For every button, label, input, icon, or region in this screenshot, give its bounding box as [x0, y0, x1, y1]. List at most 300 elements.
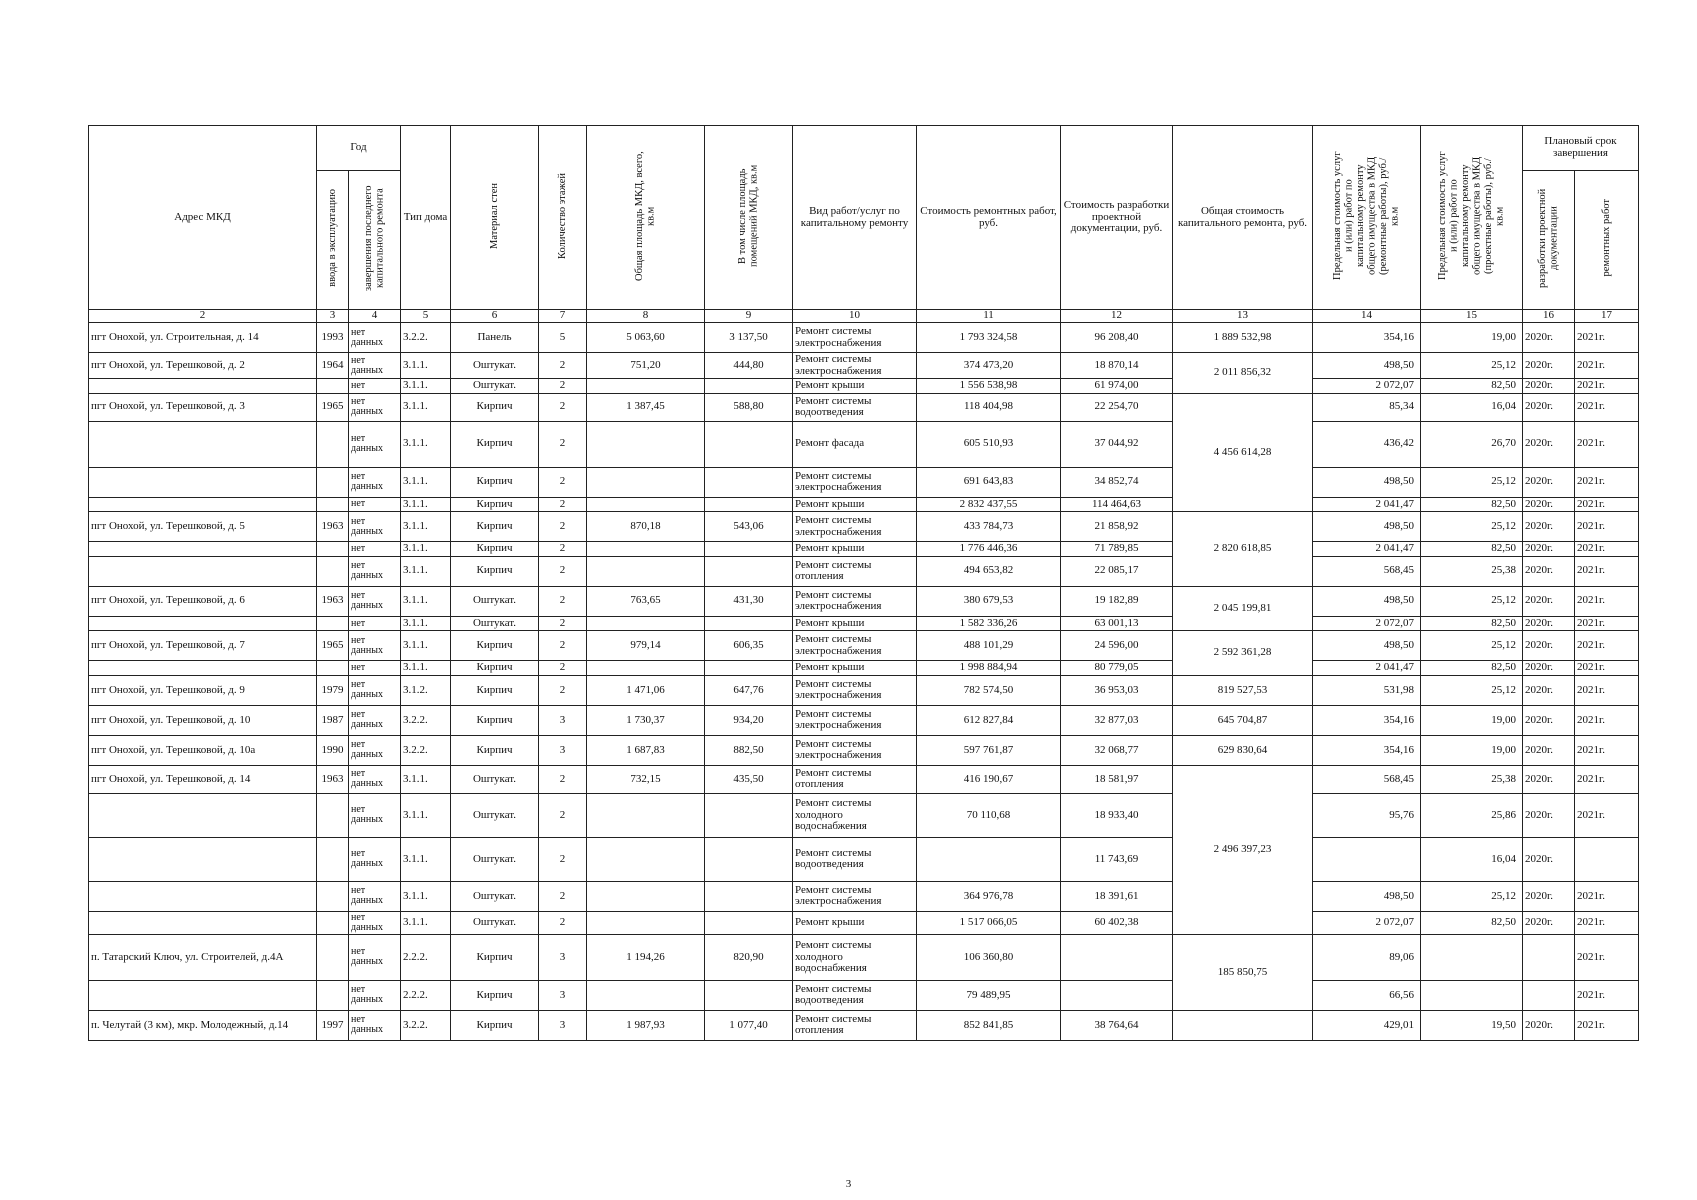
- address-cell: [89, 911, 317, 934]
- repair-cost-cell: 612 827,84: [917, 705, 1061, 735]
- design-cost-cell: 18 581,97: [1061, 765, 1173, 793]
- header-year-commission: ввода в эксплуатацию: [317, 171, 349, 310]
- repair-cost-cell: 1 517 066,05: [917, 911, 1061, 934]
- house-type-cell: 3.1.1.: [401, 556, 451, 586]
- term-design-cell: 2020г.: [1523, 911, 1575, 934]
- limit-design-cell: 25,12: [1421, 512, 1523, 542]
- design-cost-cell: 38 764,64: [1061, 1010, 1173, 1040]
- year-commission-cell: 1965: [317, 631, 349, 661]
- house-type-cell: 3.1.1.: [401, 467, 451, 497]
- work-type-cell: Ремонт системы холодного водоснабжения: [793, 934, 917, 980]
- table-row: [89, 837, 1639, 881]
- premises-area-cell: 3 137,50: [705, 323, 793, 353]
- limit-repair-cell: 498,50: [1313, 467, 1421, 497]
- limit-design-cell: [1421, 934, 1523, 980]
- limit-design-cell: 82,50: [1421, 497, 1523, 512]
- wall-material-cell: Кирпич: [451, 705, 539, 735]
- year-commission-cell: [317, 837, 349, 881]
- term-repair-cell: 2021г.: [1575, 675, 1639, 705]
- table-row: [89, 379, 1639, 394]
- design-cost-cell: 60 402,38: [1061, 911, 1173, 934]
- total-area-cell: 763,65: [587, 586, 705, 616]
- design-cost-cell: 36 953,03: [1061, 675, 1173, 705]
- term-repair-cell: 2021г.: [1575, 467, 1639, 497]
- total-area-cell: [587, 881, 705, 911]
- total-area-cell: 751,20: [587, 353, 705, 379]
- address-cell: пгт Онохой, ул. Терешковой, д. 5: [89, 512, 317, 542]
- total-area-cell: [587, 793, 705, 837]
- repair-cost-cell: 1 998 884,94: [917, 661, 1061, 676]
- year-commission-cell: [317, 934, 349, 980]
- repair-cost-cell: 852 841,85: [917, 1010, 1061, 1040]
- term-design-cell: 2020г.: [1523, 497, 1575, 512]
- year-commission-cell: 1965: [317, 393, 349, 421]
- wall-material-cell: Кирпич: [451, 675, 539, 705]
- limit-repair-cell: 498,50: [1313, 512, 1421, 542]
- design-cost-cell: 37 044,92: [1061, 421, 1173, 467]
- design-cost-cell: 71 789,85: [1061, 542, 1173, 557]
- term-design-cell: 2020г.: [1523, 881, 1575, 911]
- floors-cell: 5: [539, 323, 587, 353]
- limit-repair-cell: 354,16: [1313, 735, 1421, 765]
- address-cell: [89, 467, 317, 497]
- table-row: [89, 353, 1639, 379]
- year-last-repair-cell: нет данных: [349, 512, 401, 542]
- limit-repair-cell: 2 041,47: [1313, 497, 1421, 512]
- year-commission-cell: [317, 911, 349, 934]
- total-area-cell: 870,18: [587, 512, 705, 542]
- column-number: 8: [587, 310, 705, 323]
- term-repair-cell: 2021г.: [1575, 765, 1639, 793]
- design-cost-cell: 19 182,89: [1061, 586, 1173, 616]
- house-type-cell: 3.1.1.: [401, 616, 451, 631]
- total-area-cell: [587, 911, 705, 934]
- premises-area-cell: [705, 497, 793, 512]
- limit-design-cell: 26,70: [1421, 421, 1523, 467]
- term-design-cell: [1523, 934, 1575, 980]
- wall-material-cell: Кирпич: [451, 934, 539, 980]
- term-design-cell: 2020г.: [1523, 793, 1575, 837]
- year-last-repair-cell: нет данных: [349, 705, 401, 735]
- term-design-cell: 2020г.: [1523, 512, 1575, 542]
- total-cost-cell: 819 527,53: [1173, 675, 1313, 705]
- year-commission-cell: [317, 542, 349, 557]
- term-design-cell: 2020г.: [1523, 661, 1575, 676]
- column-number: 4: [349, 310, 401, 323]
- limit-repair-cell: 429,01: [1313, 1010, 1421, 1040]
- house-type-cell: 3.1.1.: [401, 393, 451, 421]
- limit-repair-cell: 568,45: [1313, 765, 1421, 793]
- total-area-cell: 732,15: [587, 765, 705, 793]
- year-commission-cell: [317, 421, 349, 467]
- header-wall-material: Материал стен: [451, 126, 539, 310]
- limit-repair-cell: 2 072,07: [1313, 379, 1421, 394]
- repair-cost-cell: 2 832 437,55: [917, 497, 1061, 512]
- work-type-cell: Ремонт системы отопления: [793, 765, 917, 793]
- header-term-repair: ремонтных работ: [1575, 171, 1639, 310]
- premises-area-cell: 431,30: [705, 586, 793, 616]
- work-type-cell: Ремонт системы электроснабжения: [793, 467, 917, 497]
- term-design-cell: 2020г.: [1523, 586, 1575, 616]
- column-number: 13: [1173, 310, 1313, 323]
- year-last-repair-cell: нет: [349, 661, 401, 676]
- year-commission-cell: [317, 467, 349, 497]
- column-number: 9: [705, 310, 793, 323]
- term-design-cell: 2020г.: [1523, 542, 1575, 557]
- header-limit-design: Предельная стоимость услуг и (или) работ по капитальному ремонту общего имущества в МКД (проектные работы), руб./кв.м: [1421, 126, 1523, 310]
- term-repair-cell: 2021г.: [1575, 616, 1639, 631]
- design-cost-cell: 18 391,61: [1061, 881, 1173, 911]
- house-type-cell: 3.2.2.: [401, 705, 451, 735]
- limit-design-cell: 82,50: [1421, 616, 1523, 631]
- term-design-cell: 2020г.: [1523, 631, 1575, 661]
- year-last-repair-cell: нет данных: [349, 1010, 401, 1040]
- floors-cell: 3: [539, 980, 587, 1010]
- column-number: 16: [1523, 310, 1575, 323]
- header-address: Адрес МКД: [89, 126, 317, 310]
- total-area-cell: [587, 467, 705, 497]
- address-cell: пгт Онохой, ул. Терешковой, д. 9: [89, 675, 317, 705]
- work-type-cell: Ремонт системы электроснабжения: [793, 586, 917, 616]
- premises-area-cell: 934,20: [705, 705, 793, 735]
- term-design-cell: 2020г.: [1523, 353, 1575, 379]
- wall-material-cell: Кирпич: [451, 393, 539, 421]
- design-cost-cell: 11 743,69: [1061, 837, 1173, 881]
- limit-design-cell: 82,50: [1421, 911, 1523, 934]
- limit-repair-cell: 95,76: [1313, 793, 1421, 837]
- work-type-cell: Ремонт системы отопления: [793, 556, 917, 586]
- term-design-cell: 2020г.: [1523, 735, 1575, 765]
- term-repair-cell: 2021г.: [1575, 556, 1639, 586]
- limit-design-cell: 19,00: [1421, 323, 1523, 353]
- floors-cell: 3: [539, 934, 587, 980]
- term-design-cell: 2020г.: [1523, 467, 1575, 497]
- premises-area-cell: [705, 837, 793, 881]
- header-design-cost: Стоимость разработки проектной документации, руб.: [1061, 126, 1173, 310]
- column-number: 15: [1421, 310, 1523, 323]
- wall-material-cell: Оштукат.: [451, 837, 539, 881]
- column-number-row: [89, 310, 1639, 323]
- address-cell: [89, 980, 317, 1010]
- house-type-cell: 3.1.1.: [401, 512, 451, 542]
- table-row: [89, 421, 1639, 467]
- term-design-cell: 2020г.: [1523, 323, 1575, 353]
- floors-cell: 2: [539, 467, 587, 497]
- work-type-cell: Ремонт крыши: [793, 542, 917, 557]
- house-type-cell: 3.1.1.: [401, 379, 451, 394]
- premises-area-cell: 820,90: [705, 934, 793, 980]
- floors-cell: 2: [539, 421, 587, 467]
- limit-design-cell: 19,00: [1421, 705, 1523, 735]
- total-area-cell: [587, 497, 705, 512]
- address-cell: [89, 616, 317, 631]
- column-number: 5: [401, 310, 451, 323]
- floors-cell: 2: [539, 497, 587, 512]
- term-repair-cell: 2021г.: [1575, 1010, 1639, 1040]
- total-area-cell: 5 063,60: [587, 323, 705, 353]
- year-last-repair-cell: нет данных: [349, 421, 401, 467]
- year-last-repair-cell: нет: [349, 542, 401, 557]
- header-planned-term: Плановый срок завершения: [1523, 126, 1639, 171]
- premises-area-cell: 588,80: [705, 393, 793, 421]
- table-row: [89, 735, 1639, 765]
- year-last-repair-cell: нет: [349, 379, 401, 394]
- total-cost-cell: [1173, 1010, 1313, 1040]
- term-repair-cell: [1575, 837, 1639, 881]
- premises-area-cell: [705, 467, 793, 497]
- year-last-repair-cell: нет данных: [349, 911, 401, 934]
- design-cost-cell: [1061, 934, 1173, 980]
- floors-cell: 2: [539, 631, 587, 661]
- design-cost-cell: 22 254,70: [1061, 393, 1173, 421]
- wall-material-cell: Оштукат.: [451, 911, 539, 934]
- design-cost-cell: 32 068,77: [1061, 735, 1173, 765]
- wall-material-cell: Кирпич: [451, 556, 539, 586]
- header-year: Год: [317, 126, 401, 171]
- design-cost-cell: 18 870,14: [1061, 353, 1173, 379]
- house-type-cell: 3.2.2.: [401, 735, 451, 765]
- term-repair-cell: 2021г.: [1575, 421, 1639, 467]
- address-cell: [89, 421, 317, 467]
- total-area-cell: 1 687,83: [587, 735, 705, 765]
- premises-area-cell: 435,50: [705, 765, 793, 793]
- year-commission-cell: [317, 881, 349, 911]
- work-type-cell: Ремонт системы электроснабжения: [793, 353, 917, 379]
- year-last-repair-cell: нет: [349, 616, 401, 631]
- document-sheet: [88, 125, 1639, 1041]
- premises-area-cell: [705, 379, 793, 394]
- header-total-cost: Общая стоимость капитального ремонта, руб.: [1173, 126, 1313, 310]
- year-commission-cell: [317, 379, 349, 394]
- total-area-cell: [587, 661, 705, 676]
- work-type-cell: Ремонт системы электроснабжения: [793, 512, 917, 542]
- premises-area-cell: 1 077,40: [705, 1010, 793, 1040]
- wall-material-cell: Кирпич: [451, 512, 539, 542]
- premises-area-cell: 444,80: [705, 353, 793, 379]
- floors-cell: 2: [539, 675, 587, 705]
- address-cell: пгт Онохой, ул. Терешковой, д. 7: [89, 631, 317, 661]
- total-cost-cell: 2 011 856,32: [1173, 353, 1313, 394]
- table-row: [89, 911, 1639, 934]
- address-cell: пгт Онохой, ул. Терешковой, д. 10а: [89, 735, 317, 765]
- limit-design-cell: 25,12: [1421, 467, 1523, 497]
- limit-repair-cell: 436,42: [1313, 421, 1421, 467]
- column-number: 17: [1575, 310, 1639, 323]
- year-last-repair-cell: нет данных: [349, 586, 401, 616]
- year-commission-cell: 1963: [317, 765, 349, 793]
- design-cost-cell: 24 596,00: [1061, 631, 1173, 661]
- total-area-cell: 1 987,93: [587, 1010, 705, 1040]
- year-last-repair-cell: нет данных: [349, 793, 401, 837]
- address-cell: пгт Онохой, ул. Терешковой, д. 6: [89, 586, 317, 616]
- year-last-repair-cell: нет данных: [349, 980, 401, 1010]
- table-body: [89, 323, 1639, 1041]
- wall-material-cell: Кирпич: [451, 467, 539, 497]
- repair-cost-cell: 433 784,73: [917, 512, 1061, 542]
- work-type-cell: Ремонт системы холодного водоснабжения: [793, 793, 917, 837]
- total-cost-cell: 2 496 397,23: [1173, 765, 1313, 934]
- term-design-cell: 2020г.: [1523, 1010, 1575, 1040]
- term-repair-cell: 2021г.: [1575, 793, 1639, 837]
- wall-material-cell: Кирпич: [451, 542, 539, 557]
- column-number: 7: [539, 310, 587, 323]
- year-commission-cell: 1997: [317, 1010, 349, 1040]
- term-design-cell: 2020г.: [1523, 765, 1575, 793]
- work-type-cell: Ремонт фасада: [793, 421, 917, 467]
- table-row: [89, 556, 1639, 586]
- house-type-cell: 3.1.1.: [401, 421, 451, 467]
- term-design-cell: 2020г.: [1523, 393, 1575, 421]
- total-area-cell: [587, 837, 705, 881]
- term-design-cell: 2020г.: [1523, 421, 1575, 467]
- total-area-cell: [587, 980, 705, 1010]
- year-last-repair-cell: нет данных: [349, 631, 401, 661]
- total-cost-cell: 2 592 361,28: [1173, 631, 1313, 676]
- house-type-cell: 3.1.1.: [401, 542, 451, 557]
- limit-repair-cell: 2 041,47: [1313, 542, 1421, 557]
- design-cost-cell: 32 877,03: [1061, 705, 1173, 735]
- address-cell: [89, 556, 317, 586]
- wall-material-cell: Кирпич: [451, 661, 539, 676]
- header-premises-area: В том числе площадь помещений МКД, кв.м: [705, 126, 793, 310]
- page-number: 3: [845, 1178, 852, 1190]
- column-number: 12: [1061, 310, 1173, 323]
- year-last-repair-cell: нет данных: [349, 837, 401, 881]
- wall-material-cell: Кирпич: [451, 980, 539, 1010]
- repair-cost-cell: 1 776 446,36: [917, 542, 1061, 557]
- design-cost-cell: 22 085,17: [1061, 556, 1173, 586]
- limit-repair-cell: 498,50: [1313, 631, 1421, 661]
- term-repair-cell: 2021г.: [1575, 512, 1639, 542]
- design-cost-cell: 80 779,05: [1061, 661, 1173, 676]
- repair-cost-cell: 106 360,80: [917, 934, 1061, 980]
- year-commission-cell: [317, 616, 349, 631]
- limit-repair-cell: 2 072,07: [1313, 616, 1421, 631]
- limit-repair-cell: 2 072,07: [1313, 911, 1421, 934]
- header-floors: Количество этажей: [539, 126, 587, 310]
- repair-cost-cell: 1 793 324,58: [917, 323, 1061, 353]
- table-row: [89, 393, 1639, 421]
- address-cell: [89, 793, 317, 837]
- wall-material-cell: Кирпич: [451, 497, 539, 512]
- year-commission-cell: 1963: [317, 586, 349, 616]
- term-design-cell: 2020г.: [1523, 379, 1575, 394]
- table-row: [89, 497, 1639, 512]
- premises-area-cell: [705, 616, 793, 631]
- total-area-cell: [587, 542, 705, 557]
- table-row: [89, 661, 1639, 676]
- address-cell: пгт Онохой, ул. Терешковой, д. 3: [89, 393, 317, 421]
- house-type-cell: 3.1.1.: [401, 586, 451, 616]
- address-cell: пгт Онохой, ул. Строительная, д. 14: [89, 323, 317, 353]
- table-row: [89, 1010, 1639, 1040]
- term-repair-cell: 2021г.: [1575, 881, 1639, 911]
- table-row: [89, 542, 1639, 557]
- total-area-cell: [587, 379, 705, 394]
- premises-area-cell: 647,76: [705, 675, 793, 705]
- work-type-cell: Ремонт системы отопления: [793, 1010, 917, 1040]
- repair-cost-cell: 494 653,82: [917, 556, 1061, 586]
- table-row: [89, 675, 1639, 705]
- table-row: [89, 934, 1639, 980]
- house-type-cell: 3.1.1.: [401, 353, 451, 379]
- design-cost-cell: [1061, 980, 1173, 1010]
- floors-cell: 2: [539, 556, 587, 586]
- repair-cost-cell: 380 679,53: [917, 586, 1061, 616]
- house-type-cell: 3.1.1.: [401, 631, 451, 661]
- wall-material-cell: Оштукат.: [451, 379, 539, 394]
- work-type-cell: Ремонт крыши: [793, 379, 917, 394]
- work-type-cell: Ремонт крыши: [793, 661, 917, 676]
- floors-cell: 2: [539, 353, 587, 379]
- floors-cell: 3: [539, 1010, 587, 1040]
- house-type-cell: 3.1.1.: [401, 497, 451, 512]
- limit-repair-cell: 354,16: [1313, 705, 1421, 735]
- term-design-cell: 2020г.: [1523, 705, 1575, 735]
- limit-repair-cell: 498,50: [1313, 881, 1421, 911]
- year-commission-cell: 1993: [317, 323, 349, 353]
- term-design-cell: 2020г.: [1523, 675, 1575, 705]
- limit-design-cell: 25,86: [1421, 793, 1523, 837]
- address-cell: [89, 837, 317, 881]
- design-cost-cell: 34 852,74: [1061, 467, 1173, 497]
- repair-cost-cell: 416 190,67: [917, 765, 1061, 793]
- term-repair-cell: 2021г.: [1575, 661, 1639, 676]
- address-cell: пгт Онохой, ул. Терешковой, д. 2: [89, 353, 317, 379]
- work-type-cell: Ремонт системы электроснабжения: [793, 881, 917, 911]
- address-cell: пгт Онохой, ул. Терешковой, д. 10: [89, 705, 317, 735]
- total-area-cell: 1 194,26: [587, 934, 705, 980]
- total-cost-cell: 1 889 532,98: [1173, 323, 1313, 353]
- limit-repair-cell: 2 041,47: [1313, 661, 1421, 676]
- year-commission-cell: 1979: [317, 675, 349, 705]
- term-design-cell: 2020г.: [1523, 556, 1575, 586]
- total-area-cell: [587, 421, 705, 467]
- header-house-type: Тип дома: [401, 126, 451, 310]
- term-repair-cell: 2021г.: [1575, 705, 1639, 735]
- header-work-type: Вид работ/услуг по капитальному ремонту: [793, 126, 917, 310]
- term-design-cell: 2020г.: [1523, 837, 1575, 881]
- table-row: [89, 512, 1639, 542]
- capital-repair-table: [88, 125, 1639, 1041]
- year-last-repair-cell: нет данных: [349, 881, 401, 911]
- premises-area-cell: 543,06: [705, 512, 793, 542]
- address-cell: [89, 661, 317, 676]
- total-area-cell: 1 471,06: [587, 675, 705, 705]
- address-cell: [89, 881, 317, 911]
- limit-design-cell: 25,38: [1421, 556, 1523, 586]
- limit-design-cell: 25,38: [1421, 765, 1523, 793]
- header-limit-repair: Предельная стоимость услуг и (или) работ по капитальному ремонту общего имущества в МКД (ремонтные работы), руб./кв.м: [1313, 126, 1421, 310]
- design-cost-cell: 63 001,13: [1061, 616, 1173, 631]
- table-row: [89, 881, 1639, 911]
- floors-cell: 2: [539, 661, 587, 676]
- limit-design-cell: 16,04: [1421, 837, 1523, 881]
- wall-material-cell: Кирпич: [451, 421, 539, 467]
- limit-repair-cell: 531,98: [1313, 675, 1421, 705]
- year-commission-cell: 1964: [317, 353, 349, 379]
- work-type-cell: Ремонт системы электроснабжения: [793, 323, 917, 353]
- year-last-repair-cell: нет данных: [349, 323, 401, 353]
- total-cost-cell: 645 704,87: [1173, 705, 1313, 735]
- limit-design-cell: 19,00: [1421, 735, 1523, 765]
- term-repair-cell: 2021г.: [1575, 542, 1639, 557]
- limit-repair-cell: 66,56: [1313, 980, 1421, 1010]
- house-type-cell: 3.1.1.: [401, 911, 451, 934]
- wall-material-cell: Оштукат.: [451, 616, 539, 631]
- house-type-cell: 3.2.2.: [401, 323, 451, 353]
- limit-repair-cell: 568,45: [1313, 556, 1421, 586]
